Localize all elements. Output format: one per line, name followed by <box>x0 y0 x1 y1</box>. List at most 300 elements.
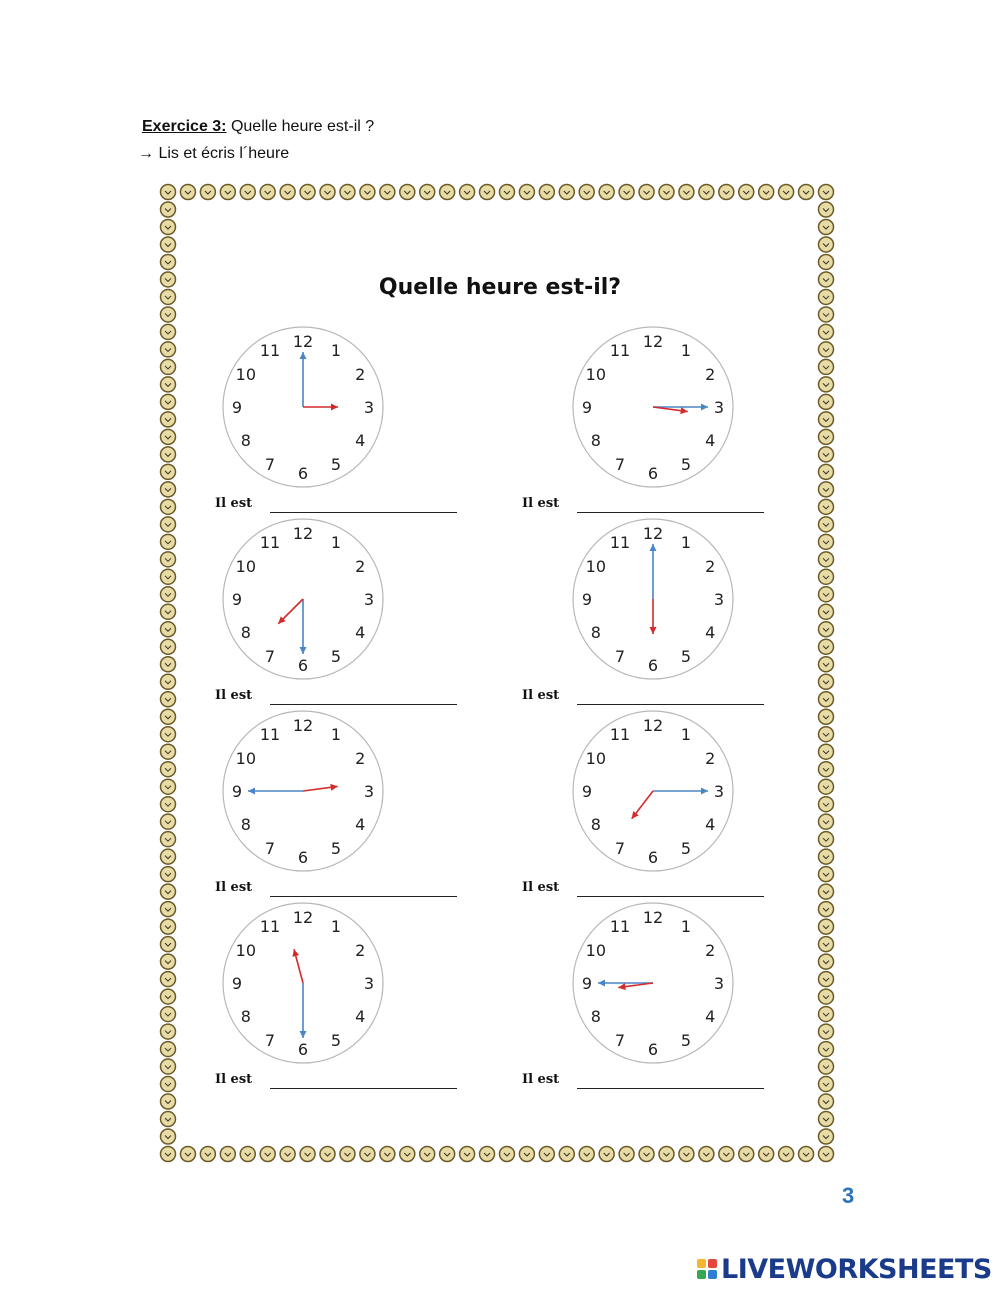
border-clock-icon <box>161 744 176 759</box>
clock-numeral: 6 <box>297 1040 309 1059</box>
border-clock-icon <box>300 185 315 200</box>
border-clock-icon <box>161 639 176 654</box>
clock-numeral: 3 <box>713 782 725 801</box>
liveworksheets-logo-icon <box>697 1259 717 1279</box>
border-clock-icon <box>519 185 534 200</box>
border-clock-icon <box>819 762 834 777</box>
border-clock-icon <box>819 989 834 1004</box>
border-clock-icon <box>161 1129 176 1144</box>
clock-numeral: 2 <box>705 557 716 576</box>
border-clock-icon <box>819 954 834 969</box>
border-clock-icon <box>819 482 834 497</box>
answer-row <box>522 496 772 516</box>
clock-numeral: 3 <box>713 590 725 609</box>
border-clock-icon <box>161 447 176 462</box>
border-clock-icon <box>699 185 714 200</box>
border-clock-icon <box>519 1147 534 1162</box>
answer-row <box>215 880 465 900</box>
border-clock-icon <box>460 185 475 200</box>
border-clock-icon <box>161 185 176 200</box>
border-clock-icon <box>739 185 754 200</box>
border-clock-icon <box>400 185 415 200</box>
clock-numeral: 12 <box>292 908 314 927</box>
border-clock-icon <box>161 289 176 304</box>
border-clock-icon <box>679 185 694 200</box>
border-clock-icon <box>819 972 834 987</box>
clock-numeral: 10 <box>235 941 257 960</box>
border-clock-icon <box>599 1147 614 1162</box>
border-clock-icon <box>161 779 176 794</box>
border-clock-icon <box>779 1147 794 1162</box>
clock-numeral: 7 <box>614 1031 626 1051</box>
clock-numeral: 5 <box>680 455 692 475</box>
border-clock-icon <box>161 534 176 549</box>
border-clock-icon <box>180 1147 195 1162</box>
border-clock-icon <box>161 814 176 829</box>
border-clock-icon <box>161 307 176 322</box>
clock-numeral: 3 <box>363 782 375 801</box>
clock-numeral: 7 <box>264 455 276 475</box>
border-clock-icon <box>819 884 834 899</box>
clock-numeral: 5 <box>330 455 342 475</box>
clock-numeral: 11 <box>259 340 281 360</box>
border-clock-icon <box>360 185 375 200</box>
border-clock-icon <box>719 185 734 200</box>
clock-numeral: 12 <box>642 908 664 927</box>
clock-numeral: 7 <box>264 647 276 667</box>
clock-numeral: 8 <box>240 1007 251 1026</box>
clock-numeral: 2 <box>355 365 366 384</box>
answer-row <box>215 688 465 708</box>
border-clock-icon <box>161 674 176 689</box>
border-clock-icon <box>220 185 235 200</box>
border-clock-icon <box>161 499 176 514</box>
clock-numeral: 11 <box>609 532 631 552</box>
clock-numeral: 6 <box>647 656 659 675</box>
border-clock-icon <box>759 1147 774 1162</box>
page-number: 3 <box>842 1183 855 1208</box>
border-clock-icon <box>161 464 176 479</box>
border-clock-icon <box>260 1147 275 1162</box>
border-clock-icon <box>639 1147 654 1162</box>
exercise-label: Exercice 3: <box>142 118 227 135</box>
border-clock-icon <box>480 1147 495 1162</box>
clock-numeral: 4 <box>355 623 366 642</box>
clock-numeral: 7 <box>614 455 626 475</box>
border-clock-icon <box>161 272 176 287</box>
clock-numeral: 2 <box>355 557 366 576</box>
border-clock-icon <box>819 902 834 917</box>
border-clock-icon <box>161 989 176 1004</box>
clock-numeral: 1 <box>330 340 342 360</box>
border-clock-icon <box>819 185 834 200</box>
border-clock-icon <box>819 849 834 864</box>
clock-numeral: 6 <box>647 464 659 483</box>
border-clock-icon <box>161 1112 176 1127</box>
border-clock-icon <box>699 1147 714 1162</box>
border-clock-icon <box>161 1007 176 1022</box>
liveworksheets-brand <box>697 1254 992 1284</box>
answer-input[interactable] <box>270 896 457 897</box>
answer-input[interactable] <box>270 1088 457 1089</box>
border-clock-icon <box>161 237 176 252</box>
clock-numeral: 9 <box>581 782 593 801</box>
border-clock-icon <box>819 587 834 602</box>
border-clock-icon <box>161 394 176 409</box>
clock-numeral: 11 <box>259 532 281 552</box>
clock-numeral: 5 <box>330 647 342 667</box>
border-clock-icon <box>161 692 176 707</box>
border-clock-icon <box>161 762 176 777</box>
border-clock-icon <box>161 709 176 724</box>
clock-numeral: 11 <box>609 340 631 360</box>
border-clock-icon <box>799 1147 814 1162</box>
clock-numeral: 9 <box>231 974 243 993</box>
border-clock-icon <box>320 185 335 200</box>
answer-label: Il est <box>215 496 253 511</box>
border-clock-icon <box>819 1112 834 1127</box>
border-clock-icon <box>161 832 176 847</box>
clock-numeral: 6 <box>297 848 309 867</box>
answer-row <box>522 880 772 900</box>
border-clock-icon <box>340 185 355 200</box>
clock-numeral: 8 <box>590 815 601 834</box>
answer-label: Il est <box>522 880 560 895</box>
border-clock-icon <box>161 902 176 917</box>
border-clock-icon <box>819 412 834 427</box>
border-clock-icon <box>659 1147 674 1162</box>
clock-numeral: 7 <box>264 1031 276 1051</box>
border-clock-icon <box>161 482 176 497</box>
clock-face <box>568 706 738 876</box>
clock-numeral: 3 <box>713 974 725 993</box>
border-clock-icon <box>161 412 176 427</box>
clock-numeral: 8 <box>240 431 251 450</box>
border-clock-icon <box>819 622 834 637</box>
border-clock-icon <box>559 1147 574 1162</box>
clock-numeral: 10 <box>235 557 257 576</box>
border-clock-icon <box>819 1007 834 1022</box>
border-clock-icon <box>819 289 834 304</box>
border-clock-icon <box>719 1147 734 1162</box>
border-clock-icon <box>300 1147 315 1162</box>
border-clock-icon <box>559 185 574 200</box>
clock-numeral: 2 <box>705 941 716 960</box>
border-clock-icon <box>161 727 176 742</box>
border-clock-icon <box>539 185 554 200</box>
answer-input[interactable] <box>577 704 764 705</box>
answer-label: Il est <box>522 688 560 703</box>
border-clock-icon <box>819 692 834 707</box>
answer-label: Il est <box>522 496 560 511</box>
border-clock-icon <box>819 377 834 392</box>
border-clock-icon <box>499 185 514 200</box>
border-clock-icon <box>380 185 395 200</box>
border-clock-icon <box>161 429 176 444</box>
border-clock-icon <box>240 185 255 200</box>
clock-numeral: 5 <box>680 1031 692 1051</box>
border-clock-icon <box>280 185 295 200</box>
clock-numeral: 5 <box>680 839 692 859</box>
clock-numeral: 10 <box>585 941 607 960</box>
clock-numeral: 8 <box>240 623 251 642</box>
border-clock-icon <box>819 709 834 724</box>
border-clock-icon <box>161 254 176 269</box>
border-clock-icon <box>659 185 674 200</box>
clock-face <box>568 898 738 1068</box>
answer-row <box>522 688 772 708</box>
answer-row <box>522 1072 772 1092</box>
border-clock-icon <box>819 219 834 234</box>
clock-numeral: 2 <box>355 749 366 768</box>
border-clock-icon <box>679 1147 694 1162</box>
clock-numeral: 1 <box>330 532 342 552</box>
border-clock-icon <box>819 744 834 759</box>
border-clock-icon <box>819 1129 834 1144</box>
border-clock-icon <box>819 254 834 269</box>
answer-input[interactable] <box>270 704 457 705</box>
clock-numeral: 10 <box>235 749 257 768</box>
exercise-instruction: → Lis et écris l´heure <box>138 145 290 162</box>
clock-numeral: 9 <box>231 590 243 609</box>
border-clock-icon <box>440 185 455 200</box>
border-clock-icon <box>161 919 176 934</box>
clock-numeral: 5 <box>330 1031 342 1051</box>
border-clock-icon <box>819 674 834 689</box>
clock-numeral: 2 <box>705 365 716 384</box>
clock-face <box>218 514 388 684</box>
clock-numeral: 11 <box>259 724 281 744</box>
border-clock-icon <box>819 657 834 672</box>
clock-numeral: 4 <box>705 815 716 834</box>
clock-face <box>568 514 738 684</box>
clock-numeral: 6 <box>647 848 659 867</box>
border-clock-icon <box>819 937 834 952</box>
border-clock-icon <box>759 185 774 200</box>
border-clock-icon <box>161 1024 176 1039</box>
answer-label: Il est <box>215 688 253 703</box>
clock-numeral: 1 <box>330 916 342 936</box>
border-clock-icon <box>819 867 834 882</box>
answer-row <box>215 496 465 516</box>
border-clock-icon <box>440 1147 455 1162</box>
answer-label: Il est <box>215 1072 253 1087</box>
clock-numeral: 12 <box>642 332 664 351</box>
border-clock-icon <box>420 1147 435 1162</box>
clock-numeral: 2 <box>355 941 366 960</box>
clock-numeral: 4 <box>705 1007 716 1026</box>
answer-input[interactable] <box>577 896 764 897</box>
border-clock-icon <box>480 185 495 200</box>
answer-input[interactable] <box>577 1088 764 1089</box>
brand-name: LIVEWORKSHEETS <box>721 1253 992 1285</box>
border-clock-icon <box>161 1059 176 1074</box>
clock-face <box>218 706 388 876</box>
clock-numeral: 1 <box>680 916 692 936</box>
border-clock-icon <box>819 464 834 479</box>
clock-numeral: 4 <box>355 1007 366 1026</box>
border-clock-icon <box>819 814 834 829</box>
border-clock-icon <box>161 867 176 882</box>
border-clock-icon <box>161 797 176 812</box>
answer-label: Il est <box>522 1072 560 1087</box>
border-clock-icon <box>819 569 834 584</box>
clock-numeral: 4 <box>705 431 716 450</box>
clock-numeral: 5 <box>680 647 692 667</box>
border-clock-icon <box>161 604 176 619</box>
border-clock-icon <box>460 1147 475 1162</box>
border-clock-icon <box>819 237 834 252</box>
border-clock-icon <box>161 342 176 357</box>
clock-numeral: 12 <box>642 524 664 543</box>
border-clock-icon <box>819 359 834 374</box>
border-clock-icon <box>819 1024 834 1039</box>
border-clock-icon <box>639 185 654 200</box>
clock-numeral: 1 <box>680 724 692 744</box>
clock-numeral: 9 <box>581 590 593 609</box>
border-clock-icon <box>819 1094 834 1109</box>
border-clock-icon <box>819 272 834 287</box>
border-clock-icon <box>819 394 834 409</box>
clock-numeral: 12 <box>642 716 664 735</box>
answer-label: Il est <box>215 880 253 895</box>
border-clock-icon <box>819 1042 834 1057</box>
clock-numeral: 5 <box>330 839 342 859</box>
border-clock-icon <box>161 587 176 602</box>
border-clock-icon <box>340 1147 355 1162</box>
answer-row <box>215 1072 465 1092</box>
clock-numeral: 10 <box>235 365 257 384</box>
border-clock-icon <box>161 377 176 392</box>
border-clock-icon <box>819 919 834 934</box>
border-clock-icon <box>819 1059 834 1074</box>
border-clock-icon <box>161 359 176 374</box>
border-clock-icon <box>161 569 176 584</box>
border-clock-icon <box>161 954 176 969</box>
border-clock-icon <box>161 219 176 234</box>
border-clock-icon <box>161 324 176 339</box>
clock-numeral: 8 <box>590 431 601 450</box>
border-clock-icon <box>161 202 176 217</box>
border-clock-icon <box>420 185 435 200</box>
clock-numeral: 4 <box>355 815 366 834</box>
border-clock-icon <box>599 185 614 200</box>
border-clock-icon <box>819 307 834 322</box>
border-clock-icon <box>161 517 176 532</box>
clock-numeral: 6 <box>297 464 309 483</box>
clock-numeral: 3 <box>363 590 375 609</box>
border-clock-icon <box>819 1147 834 1162</box>
border-clock-icon <box>161 884 176 899</box>
border-clock-icon <box>240 1147 255 1162</box>
border-clock-icon <box>220 1147 235 1162</box>
border-clock-icon <box>819 797 834 812</box>
border-clock-icon <box>779 185 794 200</box>
clock-numeral: 10 <box>585 365 607 384</box>
clock-numeral: 1 <box>680 532 692 552</box>
clock-face <box>218 322 388 492</box>
border-clock-icon <box>819 324 834 339</box>
exercise-question: Quelle heure est-il ? <box>226 118 375 135</box>
clock-numeral: 3 <box>363 398 375 417</box>
border-clock-icon <box>819 342 834 357</box>
clock-numeral: 8 <box>590 1007 601 1026</box>
border-clock-icon <box>819 499 834 514</box>
clock-numeral: 9 <box>231 398 243 417</box>
border-clock-icon <box>499 1147 514 1162</box>
border-clock-icon <box>819 429 834 444</box>
border-clock-icon <box>161 657 176 672</box>
border-clock-icon <box>819 517 834 532</box>
clock-numeral: 9 <box>581 974 593 993</box>
border-clock-icon <box>161 1094 176 1109</box>
clock-numeral: 11 <box>609 724 631 744</box>
clock-numeral: 4 <box>355 431 366 450</box>
border-clock-icon <box>819 202 834 217</box>
clock-numeral: 3 <box>363 974 375 993</box>
border-clock-icon <box>400 1147 415 1162</box>
border-clock-icon <box>819 534 834 549</box>
border-clock-icon <box>739 1147 754 1162</box>
border-clock-icon <box>161 552 176 567</box>
border-clock-icon <box>819 604 834 619</box>
clock-numeral: 1 <box>330 724 342 744</box>
clock-numeral: 10 <box>585 557 607 576</box>
border-clock-icon <box>619 185 634 200</box>
clock-numeral: 2 <box>705 749 716 768</box>
answer-input[interactable] <box>270 512 457 513</box>
border-clock-icon <box>819 552 834 567</box>
clock-numeral: 12 <box>292 332 314 351</box>
clock-numeral: 7 <box>614 839 626 859</box>
border-clock-icon <box>360 1147 375 1162</box>
border-clock-icon <box>799 185 814 200</box>
border-clock-icon <box>200 185 215 200</box>
clock-numeral: 8 <box>240 815 251 834</box>
border-clock-icon <box>380 1147 395 1162</box>
border-clock-icon <box>619 1147 634 1162</box>
border-clock-icon <box>260 185 275 200</box>
worksheet-title: Quelle heure est-il? <box>378 275 622 300</box>
border-clock-icon <box>161 849 176 864</box>
border-clock-icon <box>180 185 195 200</box>
border-clock-icon <box>819 832 834 847</box>
clock-numeral: 12 <box>292 524 314 543</box>
clock-numeral: 4 <box>705 623 716 642</box>
border-clock-icon <box>819 447 834 462</box>
border-clock-icon <box>161 937 176 952</box>
border-clock-icon <box>819 727 834 742</box>
clock-numeral: 7 <box>614 647 626 667</box>
clock-numeral: 10 <box>585 749 607 768</box>
clock-numeral: 11 <box>609 916 631 936</box>
border-clock-icon <box>161 1042 176 1057</box>
border-clock-icon <box>200 1147 215 1162</box>
border-clock-icon <box>819 779 834 794</box>
clock-numeral: 8 <box>590 623 601 642</box>
clock-numeral: 1 <box>680 340 692 360</box>
clock-numeral: 11 <box>259 916 281 936</box>
clock-face <box>218 898 388 1068</box>
border-clock-icon <box>819 639 834 654</box>
clock-numeral: 6 <box>647 1040 659 1059</box>
border-clock-icon <box>819 1077 834 1092</box>
answer-input[interactable] <box>577 512 764 513</box>
border-clock-icon <box>320 1147 335 1162</box>
border-clock-icon <box>161 622 176 637</box>
border-clock-icon <box>579 1147 594 1162</box>
border-clock-icon <box>161 972 176 987</box>
